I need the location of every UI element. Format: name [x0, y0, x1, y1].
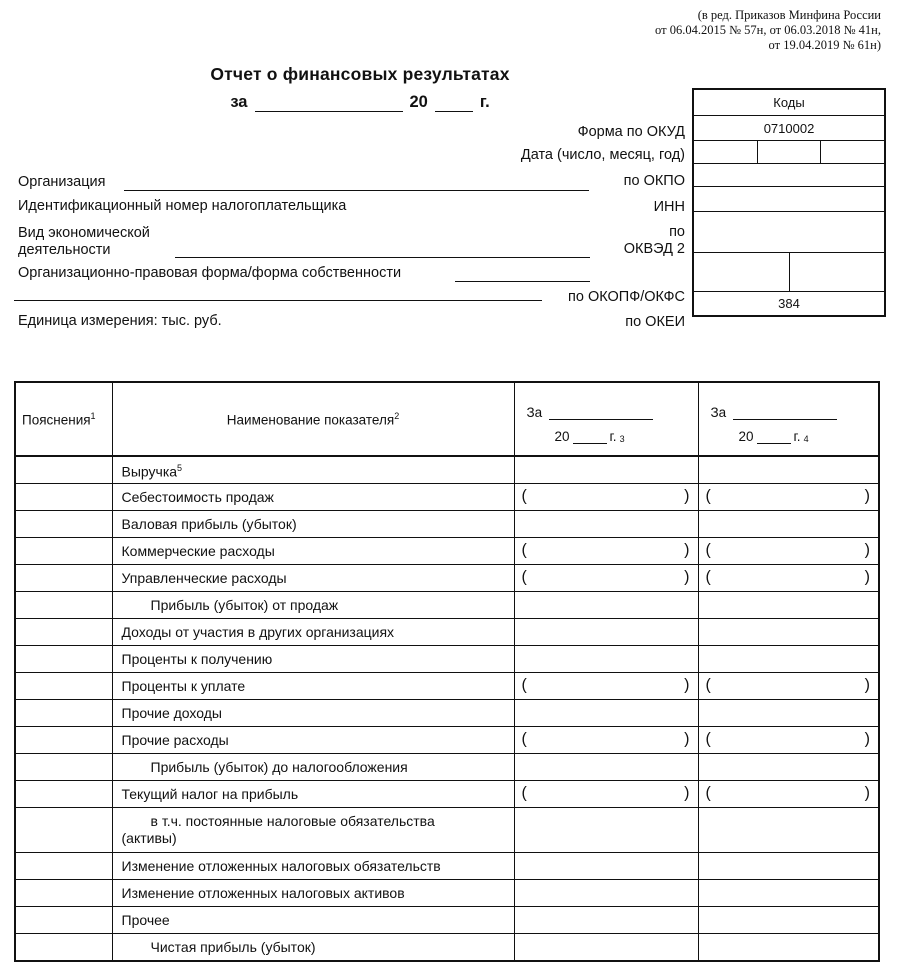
- explanation-cell[interactable]: [15, 934, 112, 962]
- codes-row-inn: [694, 187, 884, 212]
- value-cell-current[interactable]: [514, 673, 698, 700]
- period-current-year-blank[interactable]: [573, 431, 607, 444]
- value-cell-current[interactable]: [514, 511, 698, 538]
- column-header-period-current: [514, 382, 698, 456]
- year-suffix-label: г.: [479, 93, 490, 111]
- indicator-name-cell: [112, 511, 514, 538]
- table-row: [15, 484, 879, 511]
- indicator-name-label: Себестоимость продаж: [121, 488, 274, 505]
- indicator-name-line-2: (активы): [121, 830, 177, 846]
- column-header-explanations-label: Пояснения: [22, 412, 91, 428]
- value-cell-current[interactable]: [514, 754, 698, 781]
- indicator-name-cell: [112, 538, 514, 565]
- explanation-cell[interactable]: [15, 592, 112, 619]
- table-row: [15, 727, 879, 754]
- legal-note-line-2: от 06.04.2015 № 57н, от 06.03.2018 № 41н,: [655, 23, 881, 37]
- period-previous-blank[interactable]: [733, 407, 837, 420]
- value-cell-current[interactable]: [514, 880, 698, 907]
- value-cell-previous[interactable]: [698, 673, 879, 700]
- period-current-blank[interactable]: [549, 407, 653, 420]
- indicator-name-cell: [112, 673, 514, 700]
- indicator-name-label: Изменение отложенных налоговых активов: [121, 884, 405, 901]
- okud-value[interactable]: 0710002: [763, 120, 815, 136]
- table-row: [15, 565, 879, 592]
- table-row: [15, 646, 879, 673]
- table-row: [15, 934, 879, 962]
- indicator-name-cell: [112, 484, 514, 511]
- codes-header-label: Коды: [773, 95, 805, 110]
- explanation-cell[interactable]: [15, 456, 112, 484]
- indicator-name-cell: [112, 700, 514, 727]
- organization-label: Организация: [18, 174, 106, 190]
- explanation-cell[interactable]: [15, 781, 112, 808]
- caption-okved: ОКВЭД 2: [623, 241, 685, 257]
- indicator-name-cell: [112, 880, 514, 907]
- column-header-indicator: [112, 382, 514, 456]
- explanation-cell[interactable]: [15, 511, 112, 538]
- indicator-name-cell: [112, 565, 514, 592]
- table-row: [15, 808, 879, 853]
- value-cell-current[interactable]: [514, 808, 698, 853]
- activity-label-line-1: Вид экономической: [18, 225, 150, 241]
- value-cell-current[interactable]: [514, 456, 698, 484]
- codes-row-okei: [694, 292, 884, 315]
- value-cell-current[interactable]: [514, 934, 698, 962]
- value-cell-previous[interactable]: [698, 592, 879, 619]
- period-current-year-prefix: 20: [554, 428, 570, 444]
- codes-row-date: [694, 141, 884, 164]
- indicator-name-label: Прибыль (убыток) до налогообложения: [150, 758, 408, 775]
- inn-value[interactable]: [694, 187, 884, 211]
- indicator-name-label: Текущий налог на прибыль: [121, 785, 299, 802]
- table-row: [15, 619, 879, 646]
- table-row: [15, 853, 879, 880]
- caption-okei: по ОКЕИ: [625, 314, 685, 330]
- indicator-name-label: Изменение отложенных налоговых обязательств: [121, 857, 441, 874]
- table-header-row: [15, 382, 879, 456]
- indicator-name-label: Чистая прибыль (убыток): [150, 938, 316, 955]
- organization-input[interactable]: [124, 190, 589, 191]
- indicator-name-cell: [112, 934, 514, 962]
- caption-okud: Форма по ОКУД: [577, 124, 685, 140]
- value-cell-previous[interactable]: [698, 565, 879, 592]
- year-prefix-label: 20: [409, 93, 428, 111]
- caption-okopf-okfs: по ОКОПФ/ОКФС: [568, 289, 685, 305]
- caption-po: по: [669, 224, 685, 240]
- table-row: [15, 754, 879, 781]
- period-previous-year-blank[interactable]: [757, 431, 791, 444]
- explanation-cell[interactable]: [15, 700, 112, 727]
- table-row: [15, 880, 879, 907]
- indicator-name-label: Выручка: [121, 463, 178, 480]
- footnote-marker-2: 2: [394, 410, 400, 421]
- table-body: [15, 456, 879, 961]
- indicator-name-label: Доходы от участия в других организациях: [121, 623, 395, 640]
- okei-value[interactable]: 384: [778, 296, 800, 311]
- value-cell-current[interactable]: [514, 781, 698, 808]
- codes-row-okved: [694, 212, 884, 253]
- table-row: [15, 907, 879, 934]
- legal-form-input[interactable]: [455, 281, 590, 282]
- value-cell-current[interactable]: [514, 646, 698, 673]
- okopf-value[interactable]: [694, 253, 790, 291]
- column-header-indicator-label: Наименование показателя: [226, 412, 395, 428]
- table-row: [15, 673, 879, 700]
- value-cell-previous[interactable]: [698, 808, 879, 853]
- period-prefix-label: за: [230, 93, 248, 111]
- legal-form-label: Организационно-правовая форма/форма собственности: [18, 265, 402, 281]
- footnote-marker-1: 1: [90, 410, 96, 421]
- legal-note-line-1: (в ред. Приказов Минфина России: [697, 8, 881, 22]
- caption-inn: ИНН: [653, 199, 685, 215]
- codes-row-okopf-okfs: [694, 253, 884, 292]
- explanation-cell[interactable]: [15, 853, 112, 880]
- activity-input[interactable]: [175, 257, 590, 258]
- indicator-name-label: Прибыль (убыток) от продаж: [150, 596, 339, 613]
- explanation-cell[interactable]: [15, 565, 112, 592]
- value-cell-current[interactable]: [514, 484, 698, 511]
- indicator-name-cell: [112, 646, 514, 673]
- indicator-name-label: Прочие расходы: [121, 731, 229, 748]
- period-current-year-suffix: г.: [609, 428, 617, 444]
- value-cell-previous[interactable]: [698, 907, 879, 934]
- indicator-name-label: Прочие доходы: [121, 704, 222, 721]
- value-cell-previous[interactable]: [698, 853, 879, 880]
- value-cell-current[interactable]: [514, 592, 698, 619]
- activity-label-line-2: деятельности: [18, 242, 111, 258]
- indicator-name-cell: [112, 808, 514, 853]
- table-row: [15, 592, 879, 619]
- explanation-cell[interactable]: [15, 727, 112, 754]
- column-header-period-previous: [698, 382, 879, 456]
- period-current-prefix: За: [526, 404, 543, 420]
- indicator-name-cell: [112, 853, 514, 880]
- indicator-name-label: Проценты к уплате: [121, 677, 246, 694]
- value-cell-previous[interactable]: [698, 646, 879, 673]
- indicator-name-label: Прочее: [121, 911, 170, 928]
- table-row: [15, 700, 879, 727]
- footnote-marker-3: 3: [619, 433, 625, 444]
- period-previous-year-suffix: г.: [793, 428, 801, 444]
- okfs-value[interactable]: [790, 253, 885, 291]
- indicator-name-cell: [112, 592, 514, 619]
- indicator-name-cell: [112, 456, 514, 484]
- codes-table-header-row: [694, 90, 884, 116]
- indicator-name-label: Валовая прибыль (убыток): [121, 515, 297, 532]
- value-cell-previous[interactable]: [698, 880, 879, 907]
- indicator-name-cell: [112, 727, 514, 754]
- unit-of-measure-label: Единица измерения: тыс. руб.: [18, 313, 222, 329]
- legal-note-line-3: от 19.04.2019 № 61н): [768, 38, 881, 52]
- table-row: [15, 538, 879, 565]
- okpo-value[interactable]: [694, 164, 884, 186]
- date-month-cell[interactable]: [758, 141, 822, 163]
- explanation-cell[interactable]: [15, 484, 112, 511]
- table-row: [15, 511, 879, 538]
- value-cell-previous[interactable]: [698, 511, 879, 538]
- value-cell-previous[interactable]: [698, 781, 879, 808]
- value-cell-previous[interactable]: [698, 934, 879, 962]
- page-title: Отчет о финансовых результатах: [210, 64, 510, 84]
- financial-results-table: [14, 381, 880, 962]
- footnote-marker-5: 5: [177, 462, 183, 473]
- codes-table: [692, 88, 886, 317]
- explanation-cell[interactable]: [15, 673, 112, 700]
- value-cell-current[interactable]: [514, 853, 698, 880]
- column-header-explanations: [15, 382, 112, 456]
- indicator-name-cell: [112, 781, 514, 808]
- table-row: [15, 456, 879, 484]
- explanation-cell[interactable]: [15, 907, 112, 934]
- value-cell-previous[interactable]: [698, 456, 879, 484]
- indicator-name-cell: [112, 907, 514, 934]
- explanation-cell[interactable]: [15, 619, 112, 646]
- explanation-cell[interactable]: [15, 646, 112, 673]
- explanation-cell[interactable]: [15, 880, 112, 907]
- indicator-name-cell: [112, 754, 514, 781]
- indicator-name-line-1: в т.ч. постоянные налоговые обязательства: [150, 813, 435, 829]
- value-cell-previous[interactable]: [698, 619, 879, 646]
- codes-row-okud: [694, 116, 884, 141]
- value-cell-previous[interactable]: [698, 538, 879, 565]
- indicator-name-label: Управленческие расходы: [121, 569, 287, 586]
- footnote-marker-4: 4: [803, 433, 809, 444]
- value-cell-current[interactable]: [514, 565, 698, 592]
- indicator-name-cell: [112, 619, 514, 646]
- value-cell-previous[interactable]: [698, 727, 879, 754]
- period-previous-year-prefix: 20: [738, 428, 754, 444]
- value-cell-previous[interactable]: [698, 700, 879, 727]
- okved-value[interactable]: [694, 212, 884, 252]
- explanation-cell[interactable]: [15, 808, 112, 853]
- value-cell-current[interactable]: [514, 907, 698, 934]
- caption-okpo: по ОКПО: [623, 173, 685, 189]
- caption-date: Дата (число, месяц, год): [520, 147, 685, 163]
- date-year-cell[interactable]: [821, 141, 884, 163]
- indicator-name-label: Коммерческие расходы: [121, 542, 275, 559]
- date-day-cell[interactable]: [694, 141, 758, 163]
- explanation-cell[interactable]: [15, 538, 112, 565]
- table-row: [15, 781, 879, 808]
- explanation-cell[interactable]: [15, 754, 112, 781]
- value-cell-current[interactable]: [514, 619, 698, 646]
- value-cell-previous[interactable]: [698, 754, 879, 781]
- header-fields-block: [0, 0, 692, 375]
- codes-row-okpo: [694, 164, 884, 187]
- period-previous-prefix: За: [710, 404, 727, 420]
- inn-label: Идентификационный номер налогоплательщика: [18, 198, 347, 214]
- value-cell-previous[interactable]: [698, 484, 879, 511]
- indicator-name-label: Проценты к получению: [121, 650, 273, 667]
- value-cell-current[interactable]: [514, 727, 698, 754]
- value-cell-current[interactable]: [514, 700, 698, 727]
- value-cell-current[interactable]: [514, 538, 698, 565]
